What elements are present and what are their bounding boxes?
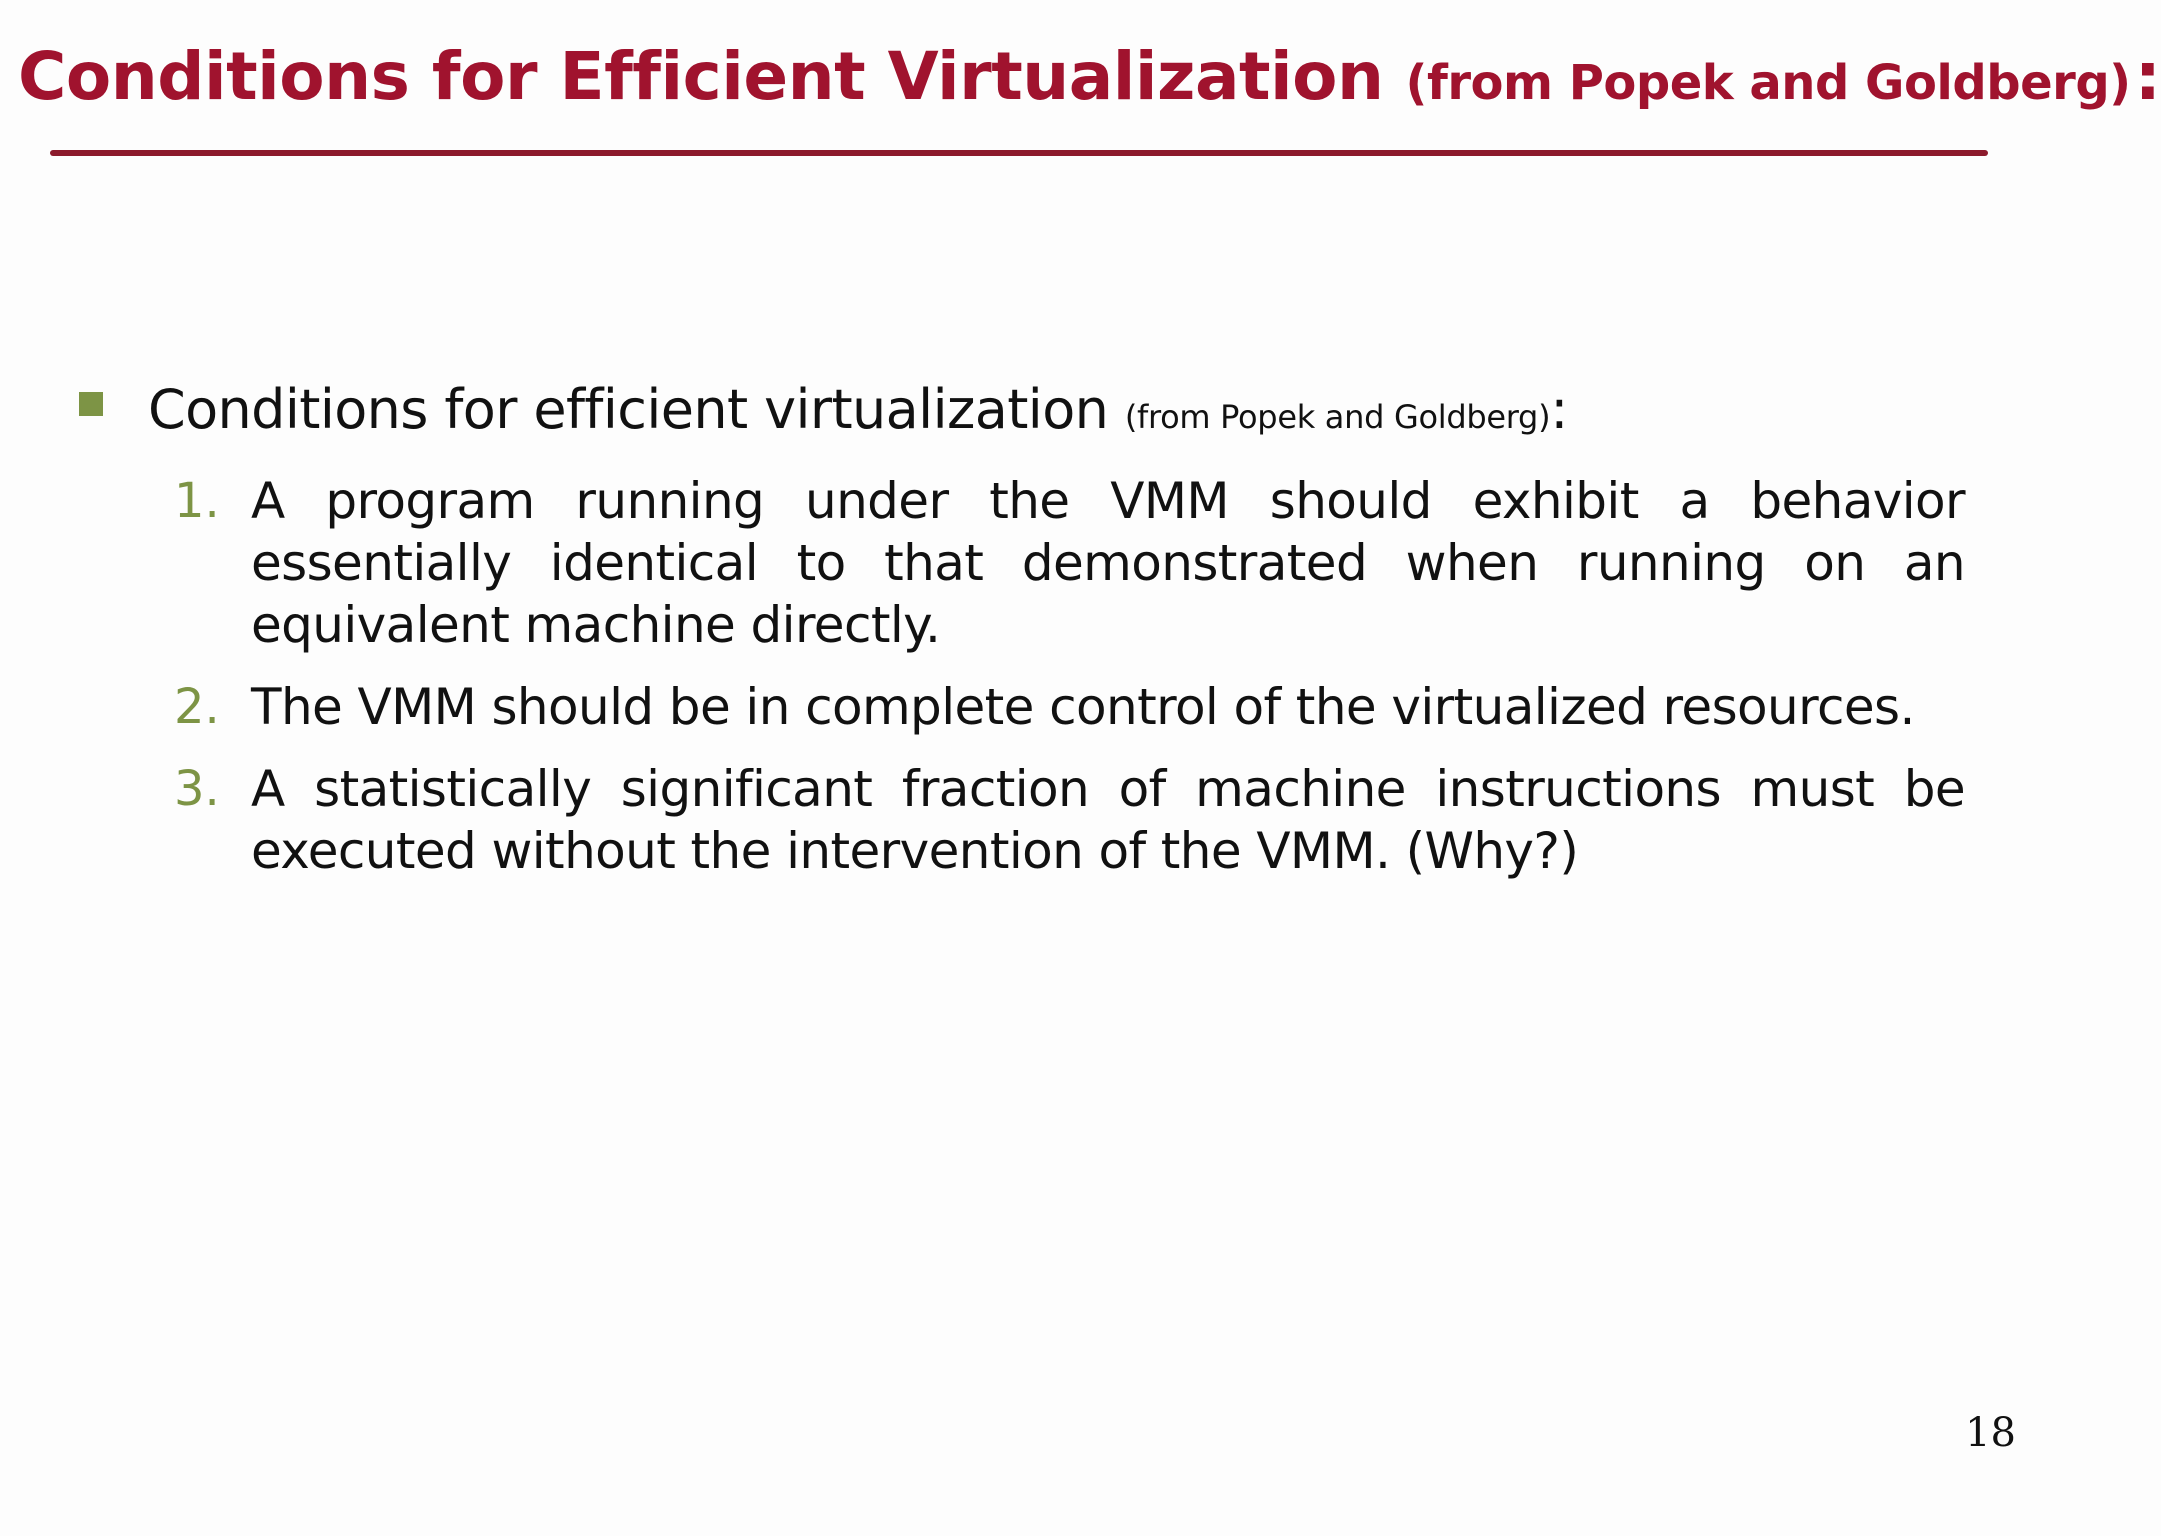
bullet-item — [0, 378, 2048, 458]
slide-title-source: (from Popek and Goldberg) — [1405, 55, 2131, 111]
square-bullet-icon — [79, 392, 103, 416]
list-item-number: 3. — [174, 761, 220, 817]
slide-title — [18, 38, 2161, 115]
numbered-list — [0, 470, 2048, 902]
bullet-source: (from Popek and Goldberg) — [1124, 398, 1551, 436]
list-item — [0, 676, 2048, 738]
list-item-text: The VMM should be in complete control of the virtualized resources. — [251, 678, 1915, 736]
slide-title-colon: : — [2134, 38, 2161, 115]
slide-body — [0, 378, 2048, 880]
title-divider — [50, 150, 1988, 156]
bullet-main-text: Conditions for efficient virtualization — [148, 378, 1109, 441]
page-number: 18 — [1965, 1410, 2016, 1456]
slide-title-main: Conditions for Efficient Virtualization — [18, 38, 1384, 115]
bullet-colon: : — [1550, 378, 1568, 441]
list-item-text: A statistically significant fraction of machine instructions must be executed without the intervention of the VMM. (Why?) — [251, 760, 1965, 880]
list-item-text: A program running under the VMM should exhibit a behavior essentially identical to that demonstrated when running on an equivalent machine directly. — [251, 472, 1965, 654]
list-item-number: 2. — [174, 679, 220, 735]
list-item-number: 1. — [174, 473, 220, 529]
list-item — [0, 470, 2048, 656]
list-item — [0, 758, 2048, 882]
bullet-text — [148, 378, 1568, 441]
